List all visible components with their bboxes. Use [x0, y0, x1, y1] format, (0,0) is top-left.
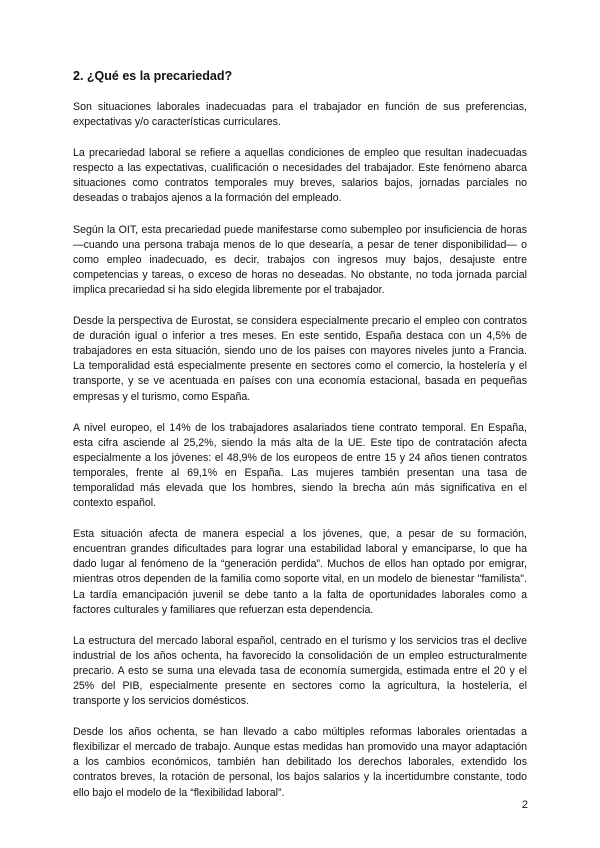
- paragraph-oit: Según la OIT, esta precariedad puede manifestarse como subempleo por insuficiencia de horas —cuando una persona trabaja menos de lo que desearía, a pesar de tener disponibilidad— o como empleo inadecuado, es decir, trabajos con ingresos muy bajos, desajuste entre competencias y tareas, o exceso de horas no deseadas. No obstante, no toda jornada parcial implica precariedad si ha sido elegida libremente por el trabajador.: [73, 223, 527, 296]
- paragraph-eurostat: Desde la perspectiva de Eurostat, se considera especialmente precario el empleo con contratos de duración igual o inferior a tres meses. En este sentido, España destaca con un 4,5% de trabajadores en esta situación, siendo uno de los países con mayores niveles junto a Francia. La temporalidad está especialmente presente en sectores como el comercio, la hostelería y el transporte, y se ve acentuada en países con una economía estacional, basada en pequeñas empresas y el turismo, como España.: [73, 315, 527, 403]
- page-number: 2: [521, 799, 528, 811]
- paragraph-estructura-mercado: La estructura del mercado laboral español, centrado en el turismo y los servicios tras el declive industrial de los años ochenta, ha favorecido la consolidación de un empleo estructuralmente precario. A esto se suma una elevada tasa de economía sumergida, estimada entre el 20 y el 25% del PIB, especialmente presente en sectores como la agricultura, la hostelería, el transporte y los servicios domésticos.: [73, 634, 527, 708]
- paragraph-precariedad-laboral: La precariedad laboral se refiere a aquellas condiciones de empleo que resultan inadecuadas respecto a las expectativas, cualificación o necesidades del trabajador. Este fenómeno abarca situaciones como contratos temporales muy breves, salarios bajos, jornadas parciales no deseadas o trabajos ajenos a la formación del empleado.: [73, 147, 527, 205]
- section-heading: 2. ¿Qué es la precariedad?: [73, 69, 233, 83]
- paragraph-definition: Son situaciones laborales inadecuadas para el trabajador en función de sus preferencias, expectativas y/o características curriculares.: [73, 101, 527, 129]
- paragraph-jovenes: Esta situación afecta de manera especial a los jóvenes, que, a pesar de su formación, encuentran grandes dificultades para lograr una estabilidad laboral y emanciparse, lo que ha dado lugar al fenómeno de la “generación perdida”. Muchos de ellos han optado por emigrar, mientras otros dependen de la familia como soporte vital, en un modelo de bienestar "familista". La tardía emancipación juvenil se debe tanto a la falta de oportunidades laborales como a factores culturales y familiares que refuerzan esta dependencia.: [73, 528, 527, 616]
- paragraph-reformas: Desde los años ochenta, se han llevado a cabo múltiples reformas laborales orientadas a flexibilizar el mercado de trabajo. Aunque estas medidas han promovido una mayor adaptación a los cambios económicos, también han debilitado los derechos laborales, extendido los contratos breves, la rotación de personal, los bajos salarios y la incertidumbre constante, todo ello bajo el modelo de la “flexibilidad laboral”.: [73, 726, 527, 799]
- document-page: [73, 68, 527, 817]
- paragraph-nivel-europeo: A nivel europeo, el 14% de los trabajadores asalariados tiene contrato temporal. En España, esta cifra asciende al 25,2%, siendo la más alta de la UE. Este tipo de contratación afecta especialmente a los jóvenes: el 48,9% de los europeos de entre 15 y 24 años tienen contratos temporales, frente al 69,1% en España. Las mujeres también presentan una tasa de temporalidad más elevada que los hombres, siendo la brecha aún más significativa en el contexto español.: [73, 421, 527, 510]
